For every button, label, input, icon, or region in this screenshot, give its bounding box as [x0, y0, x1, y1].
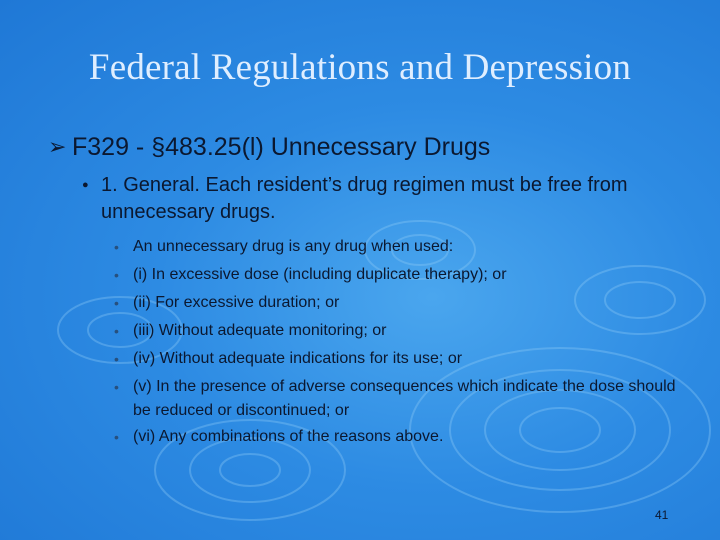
- arrow-bullet-icon: ➢: [48, 134, 67, 159]
- slide-title: Federal Regulations and Depression: [88, 47, 632, 88]
- dot-bullet-icon: •: [114, 295, 119, 311]
- list-item: [114, 261, 694, 289]
- dot-bullet-icon: •: [114, 379, 119, 395]
- dot-bullet-icon: •: [114, 239, 119, 255]
- heading-text: F329 - §483.25(l) Unnecessary Drugs: [72, 133, 491, 161]
- list-item: [114, 373, 694, 423]
- list-item: [114, 423, 694, 451]
- list-item: [114, 317, 694, 345]
- list-item-text: (iv) Without adequate indications for its use; or: [133, 350, 463, 367]
- dot-bullet-icon: •: [114, 267, 119, 283]
- list-item-text: (v) In the presence of adverse consequences which indicate the dose should be reduced or discontinued; or: [133, 378, 676, 419]
- dot-bullet-icon: •: [114, 323, 119, 339]
- list-item-text: (ii) For excessive duration; or: [133, 294, 340, 311]
- dot-bullet-icon: •: [114, 351, 119, 367]
- list-item: [114, 233, 694, 261]
- page-number: 41: [655, 508, 669, 522]
- list-item-text: (vi) Any combinations of the reasons above.: [133, 428, 444, 445]
- criteria-list: [114, 233, 694, 451]
- list-item: [114, 345, 694, 373]
- dot-bullet-icon: •: [114, 429, 119, 445]
- dot-bullet-icon: ●: [82, 179, 89, 191]
- list-item-text: (i) In excessive dose (including duplicate therapy); or: [133, 266, 507, 283]
- list-item: [114, 289, 694, 317]
- list-item-text: An unnecessary drug is any drug when used:: [133, 238, 454, 255]
- subheading-text: 1. General. Each resident’s drug regimen must be free from unnecessary drugs.: [101, 174, 628, 223]
- list-item-text: (iii) Without adequate monitoring; or: [133, 322, 387, 339]
